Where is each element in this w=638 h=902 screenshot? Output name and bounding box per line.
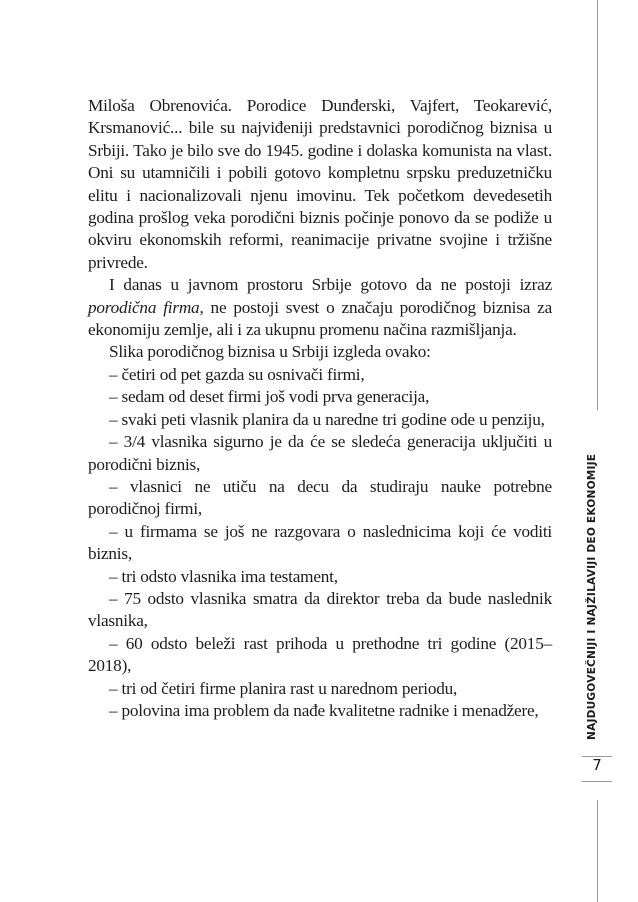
list-item: – vlasnici ne utiču na decu da studiraju nauke potrebne porodičnoj firmi, [88,476,552,519]
list-item: – polovina ima problem da nađe kvalitetne radnike i menadžere, [109,700,539,720]
paragraph-text: I danas u javnom prostoru Srbije gotovo da ne postoji izraz [109,275,552,295]
page-number-rule-lower [582,781,612,782]
paragraph-text: , ne postoji svest o značaju porodičnog biznisa za ekonomiju zemlje, ali i za ukupnu promenu načina razmišljanja. [88,297,552,340]
emphasis-term: porodična firma [88,297,200,317]
list-item: – sedam od deset firmi još vodi prva generacija, [109,387,430,407]
list-item: – tri od četiri firme planira rast u narednom periodu, [109,678,458,698]
list-item: – 3/4 vlasnika sigurno je da će se sledeća generacija uključiti u porodični biznis, [88,432,552,474]
list-item: – 75 odsto vlasnika smatra da direktor treba da bude naslednik vlasnika, [88,588,552,631]
list-item: – četiri od pet gazda su osnivači firmi, [109,364,365,384]
page-number: 7 [592,756,602,774]
list-item: – tri odsto vlasnika ima testament, [109,566,338,586]
margin-rule-bottom [597,800,598,902]
list-item: – u firmama se još ne razgovara o naslednicima koji će voditi biznis, [88,521,552,564]
margin-rule-top [597,0,598,410]
list-item: – svaki peti vlasnik planira da u naredne tri godine ode u penziju, [109,409,545,429]
paragraph-continued: Miloša Obrenovića. Porodice Dunđerski, Vajfert, Teokarević, Krsmanović... bile su najviđeniji predstavnici porodičnog biznisa u Srbiji. Tako je bilo sve do 1945. godine i dolaska komunista na vlast. Oni su utamničili i pobili gotovo kompletnu srpsku preduzetničku elitu i nacionalizovali njenu imovinu. Tek početkom devedesetih godina prošlog veka porodični biznis počinje ponovo da se podiže u okviru ekonomskih reformi, reanimacije privatne svojine i tržišne privrede. [88,96,552,272]
paragraph-family-firm [88,274,552,341]
running-head-text: NAJDUGOVEČNIJI I NAJŽILAVIJI DEO EKONOMIJE [586,453,598,740]
list-item: – 60 odsto beleži rast prihoda u prethodne tri godine (2015–2018), [88,633,552,676]
paragraph-list-intro: Slika porodičnog biznisa u Srbiji izgleda ovako: [109,342,431,362]
body-text [88,95,552,722]
